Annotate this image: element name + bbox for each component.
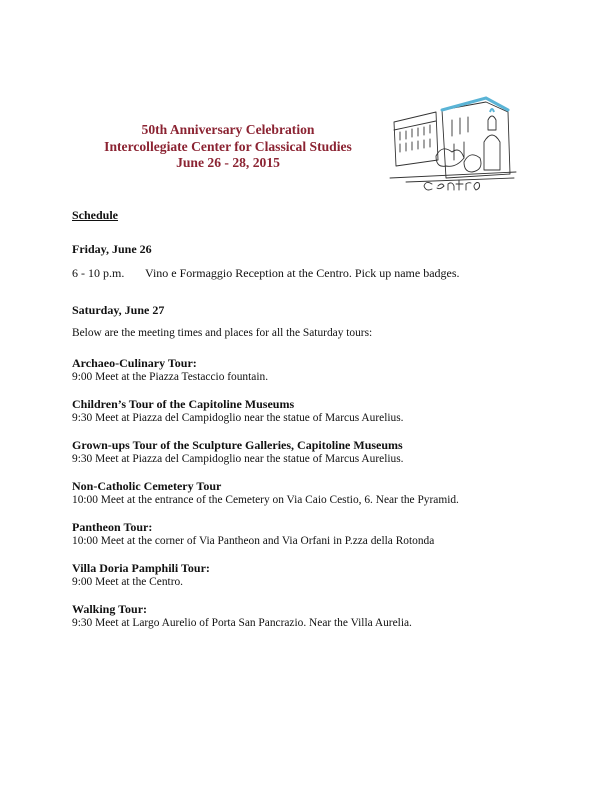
centro-logo bbox=[376, 82, 536, 194]
schedule-heading: Schedule bbox=[72, 208, 119, 222]
tour-name: Non-Catholic Cemetery Tour bbox=[72, 479, 222, 493]
tour-walking bbox=[72, 602, 552, 630]
tour-detail: 10:00 Meet at the entrance of the Cemetery on Via Caio Cestio, 6. Near the Pyramid. bbox=[72, 494, 459, 506]
building-sketch-icon bbox=[376, 82, 536, 194]
friday-heading: Friday, June 26 bbox=[72, 242, 152, 256]
tour-villa-doria-pamphili bbox=[72, 561, 552, 589]
header-organization: Intercollegiate Center for Classical Studies bbox=[104, 138, 352, 154]
friday-event-time: 6 - 10 p.m. bbox=[72, 266, 125, 280]
friday-event bbox=[72, 266, 552, 281]
tour-name: Children’s Tour of the Capitoline Museums bbox=[72, 397, 295, 411]
event-header bbox=[60, 122, 396, 172]
schedule-section bbox=[72, 208, 552, 643]
header-dates: June 26 - 28, 2015 bbox=[176, 155, 280, 170]
tour-detail: 9:00 Meet at the Centro. bbox=[72, 576, 184, 588]
header-title: 50th Anniversary Celebration bbox=[141, 122, 315, 137]
friday-event-description: Vino e Formaggio Reception at the Centro. Pick up name badges. bbox=[145, 266, 460, 280]
saturday-heading: Saturday, June 27 bbox=[72, 303, 165, 317]
tour-detail: 9:30 Meet at Piazza del Campidoglio near the statue of Marcus Aurelius. bbox=[72, 453, 404, 465]
tour-name: Grown-ups Tour of the Sculpture Galleries, Capitoline Museums bbox=[72, 438, 403, 452]
tour-pantheon bbox=[72, 520, 552, 548]
tour-name: Villa Doria Pamphili Tour: bbox=[72, 561, 210, 575]
tour-childrens-capitoline bbox=[72, 397, 552, 425]
tour-detail: 10:00 Meet at the corner of Via Pantheon and Via Orfani in P.zza della Rotonda bbox=[72, 535, 435, 547]
tour-name: Walking Tour: bbox=[72, 602, 148, 616]
tour-name: Pantheon Tour: bbox=[72, 520, 153, 534]
tour-detail: 9:00 Meet at the Piazza Testaccio fountain. bbox=[72, 371, 269, 383]
tour-non-catholic-cemetery bbox=[72, 479, 552, 507]
tour-grown-ups-sculpture bbox=[72, 438, 552, 466]
tour-archaeo-culinary bbox=[72, 356, 552, 384]
tour-detail: 9:30 Meet at Largo Aurelio of Porta San Pancrazio. Near the Villa Aurelia. bbox=[72, 617, 412, 629]
saturday-intro: Below are the meeting times and places for all the Saturday tours: bbox=[72, 327, 373, 339]
tour-name: Archaeo-Culinary Tour: bbox=[72, 356, 197, 370]
tour-detail: 9:30 Meet at Piazza del Campidoglio near the statue of Marcus Aurelius. bbox=[72, 412, 404, 424]
